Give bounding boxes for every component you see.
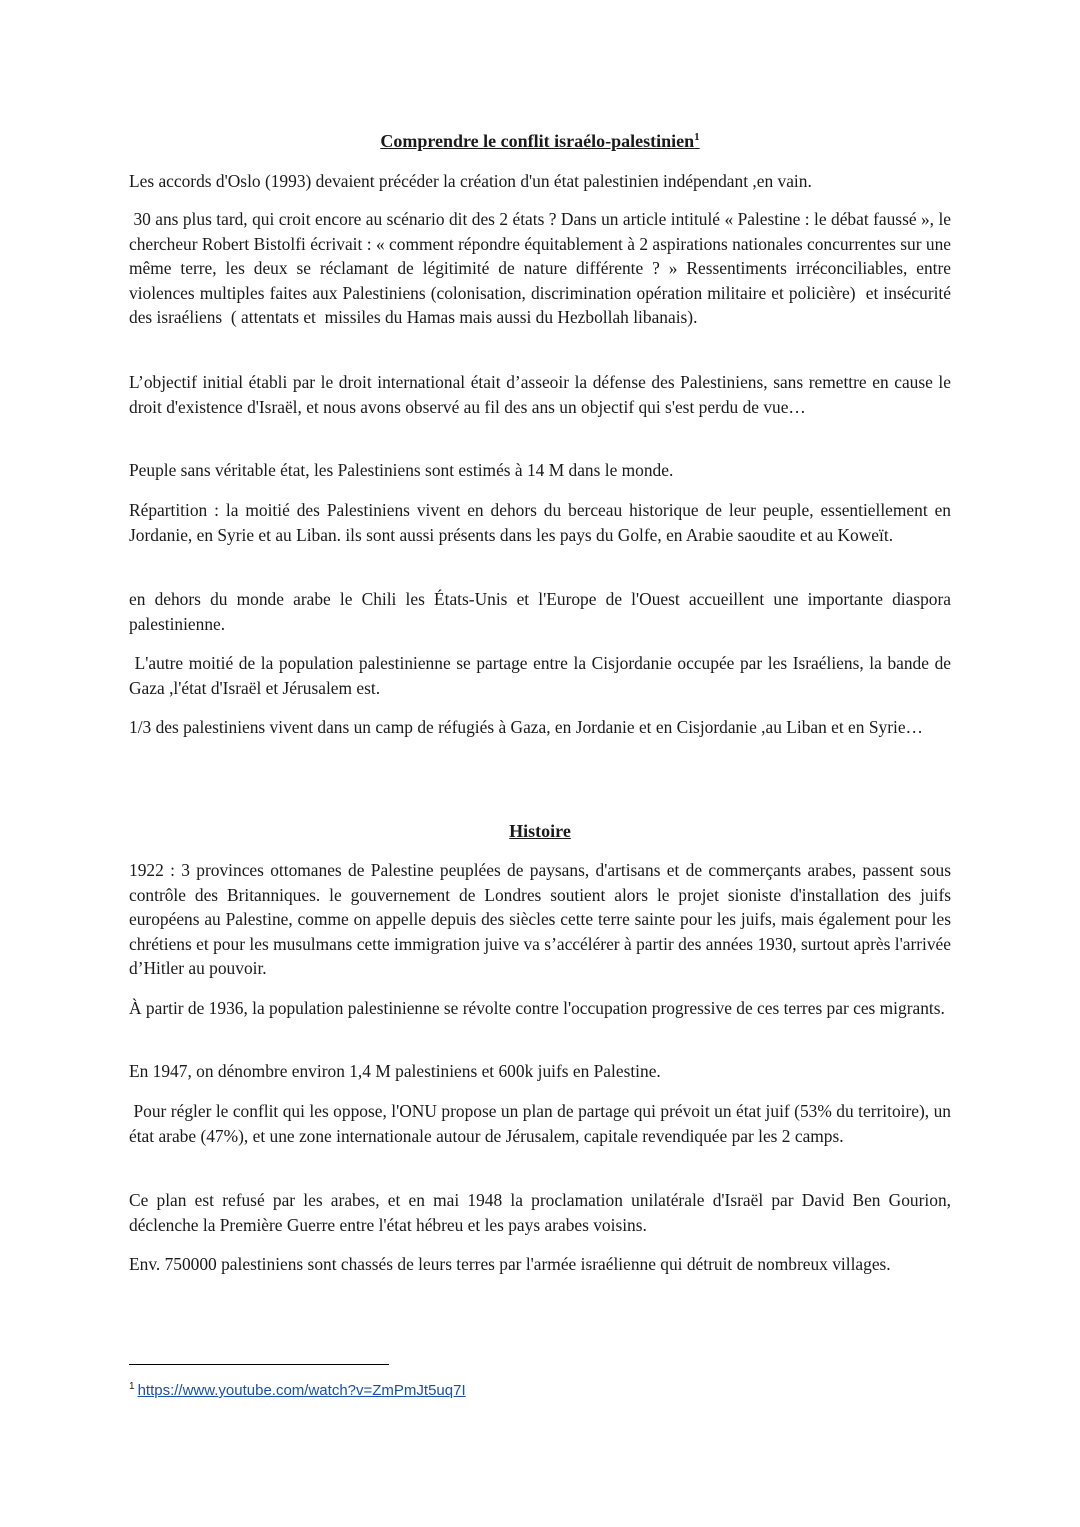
history-paragraph-5: Ce plan est refusé par les arabes, et en mai 1948 la proclamation unilatérale d'Israël par David Ben Gourion, déclenche la Première Guerre entre l'état hébreu et les pays arabes voisins.	[129, 1190, 956, 1235]
history-paragraph-2: À partir de 1936, la population palestinienne se révolte contre l'occupation progressive de ces terres par ces migrants.	[129, 998, 945, 1018]
intro-paragraph-2: 30 ans plus tard, qui croit encore au scénario dit des 2 états ? Dans un article intitulé « Palestine : le débat faussé », le chercheur Robert Bistolfi écrivait : « comment répondre équitablement à 2 aspirations nationales concurrentes sur une même terre, les deux se réclamant de légitimité de nature différente ? » Ressentiments irréconciliables, entre violences multiples faites aux Palestiniens (colonisation, discrimination opération militaire et policière) et insécurité des israéliens ( attentats et missiles du Hamas mais aussi du Hezbollah libanais).	[129, 209, 956, 328]
history-paragraph-1: 1922 : 3 provinces ottomanes de Palestine peuplées de paysans, d'artisans et de commerçants arabes, passent sous contrôle des Britanniques. le gouvernement de Londres soutient alors le projet sioniste d'installation des juifs européens au Palestine, comme on appelle depuis des siècles cette terre sainte pour les juifs, mais également pour les chrétiens et pour les musulmans cette immigration juive va s’accélérer à partir des années 1930, surtout après l'arrivée d’Hitler au pouvoir.	[129, 860, 956, 979]
footnote-separator	[129, 1364, 389, 1365]
intro-paragraph-6: en dehors du monde arabe le Chili les États-Unis et l'Europe de l'Ouest accueillent une importante diaspora palestinienne.	[129, 589, 956, 634]
intro-paragraph-1: Les accords d'Oslo (1993) devaient précéder la création d'un état palestinien indépendant ,en vain.	[129, 171, 812, 191]
footnote-mark: 1	[129, 1381, 135, 1392]
footnote	[129, 1377, 466, 1401]
footnote-link[interactable]: https://www.youtube.com/watch?v=ZmPmJt5uq7I	[137, 1382, 466, 1399]
section-title-histoire: Histoire	[509, 821, 571, 841]
document-title-text: Comprendre le conflit israélo-palestinien	[380, 131, 695, 151]
history-paragraph-4: Pour régler le conflit qui les oppose, l'ONU propose un plan de partage qui prévoit un état juif (53% du territoire), un état arabe (47%), et une zone internationale autour de Jérusalem, capitale revendiquée par les 2 camps.	[129, 1101, 956, 1146]
intro-paragraph-4: Peuple sans véritable état, les Palestiniens sont estimés à 14 M dans le monde.	[129, 460, 674, 480]
intro-paragraph-5: Répartition : la moitié des Palestiniens vivent en dehors du berceau historique de leur peuple, essentiellement en Jordanie, en Syrie et au Liban. ils sont aussi présents dans les pays du Golfe, en Arabie saoudite et au Koweït.	[129, 500, 956, 545]
title-footnote-mark[interactable]: 1	[694, 131, 700, 143]
document-title	[129, 129, 951, 153]
history-paragraph-6: Env. 750000 palestiniens sont chassés de leurs terres par l'armée israélienne qui détruit de nombreux villages.	[129, 1254, 891, 1274]
intro-paragraph-7: L'autre moitié de la population palestinienne se partage entre la Cisjordanie occupée par les Israéliens, la bande de Gaza ,l'état d'Israël et Jérusalem est.	[129, 653, 956, 698]
intro-paragraph-3: L’objectif initial établi par le droit international était d’asseoir la défense des Palestiniens, sans remettre en cause le droit d'existence d'Israël, et nous avons observé au fil des ans un objectif qui s'est perdu de vue…	[129, 372, 956, 417]
history-paragraph-3: En 1947, on dénombre environ 1,4 M palestiniens et 600k juifs en Palestine.	[129, 1061, 661, 1081]
intro-paragraph-8: 1/3 des palestiniens vivent dans un camp de réfugiés à Gaza, en Jordanie et en Cisjordanie ,au Liban et en Syrie…	[129, 717, 923, 737]
